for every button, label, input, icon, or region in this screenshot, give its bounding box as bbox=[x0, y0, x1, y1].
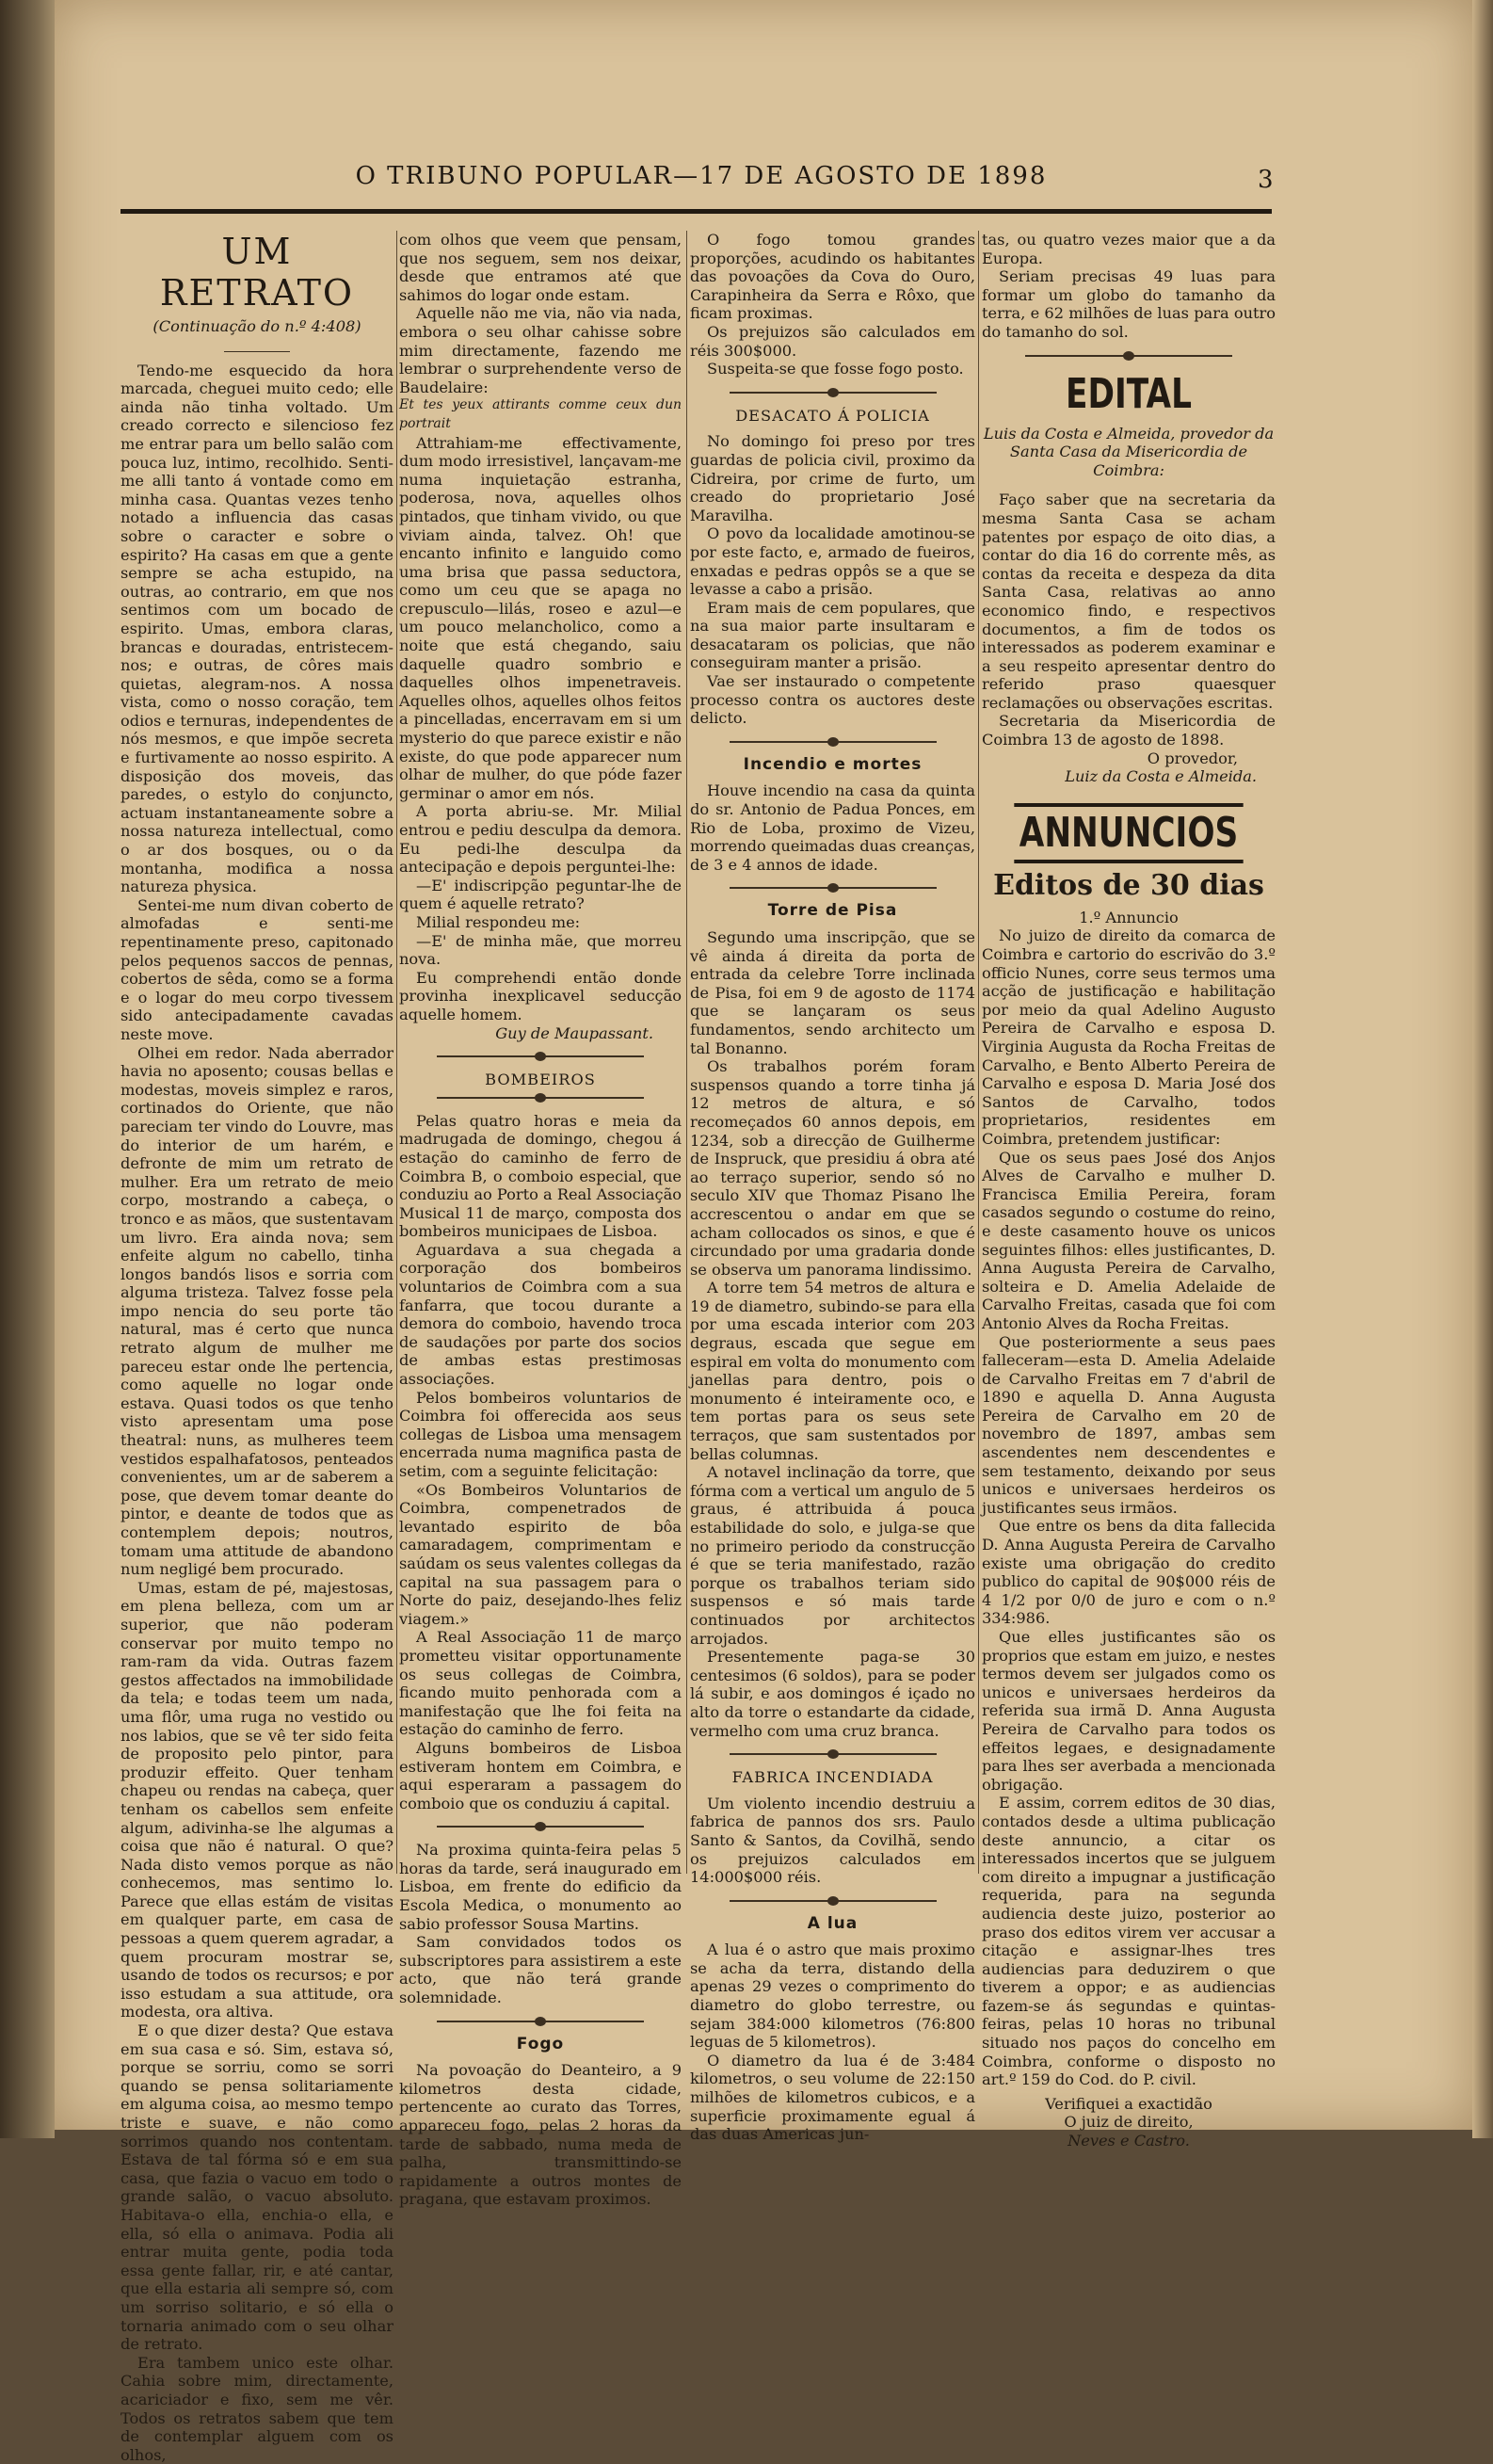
column-1 bbox=[120, 231, 393, 2464]
paragraph: Eu comprehendi então donde provinha inexplicavel seducção aquelle homem. bbox=[399, 968, 682, 1023]
paragraph: No domingo foi preso por tres guardas de policia civil, proximo da Cidreira, por crime de furto, um creado do proprietario José Maravilha. bbox=[690, 432, 975, 524]
paragraph: Um violento incendio destruiu a fabrica de pannos dos srs. Paulo Santo & Santos, da Covilhã, sendo os prejuizos calculados em 14:000$000 réis. bbox=[690, 1794, 975, 1887]
paragraph: Que entre os bens da dita fallecida D. Anna Augusta Pereira de Carvalho existe uma obrigação do credito publico do capital de 90$000 réis de 4 1/2 por 0/0 de juro e com o n.º 334:986. bbox=[982, 1517, 1276, 1628]
page-right-edge bbox=[1472, 0, 1493, 2138]
separator bbox=[224, 351, 290, 352]
paragraph: Na povoação do Deanteiro, a 9 kilometros desta cidade, pertencente ao curato das Torres, appareceu fogo, pelas 2 horas da tarde de sabbado, numa meda de palha, transmittindo-se rapidamente a outros montes de pragana, que estavam proximos. bbox=[399, 2061, 682, 2209]
annuncios-heading: ANNUNCIOS bbox=[1014, 803, 1243, 863]
edital-signature-label: O provedor, bbox=[1147, 749, 1238, 767]
ornament-divider bbox=[730, 741, 937, 743]
header-rule bbox=[120, 209, 1272, 214]
paragraph: Sentei-me num divan coberto de almofadas e senti-me repentinamente preso, capitonado pelos pequenos saccos de pennas, cobertos de sêda, como se a forma e o logar do meu corpo tivessem sido antecipadamente cavadas neste move. bbox=[120, 895, 393, 1043]
section-title-lua: A lua bbox=[807, 1913, 859, 1933]
annuncio-number: 1.º Annuncio bbox=[1079, 908, 1179, 926]
paragraph: A notavel inclinação da torre, que fórma com a vertical um angulo de 5 graus, é attribuida á pouca estabilidade do solo, e julga-se que no primeiro periodo da construcção é que se teria manifestado, razão porque os trabalhos teriam sido suspensos e só mais tarde continuados por architectos arrojados. bbox=[690, 1463, 975, 1648]
ornament-divider bbox=[437, 1826, 644, 1828]
column-4 bbox=[982, 231, 1276, 2150]
edital-title: EDITAL bbox=[1066, 369, 1192, 418]
paragraph: Na proxima quinta-feira pelas 5 horas da tarde, será inaugurado em Lisboa, em frente do edificio da Escola Medica, o monumento ao sabio professor Sousa Martins. bbox=[399, 1841, 682, 1933]
section-title-bombeiros: BOMBEIROS bbox=[485, 1071, 596, 1089]
paragraph: Pelas quatro horas e meia da madrugada de domingo, chegou á estação do caminho de ferro de Coimbra B, o comboio especial, que conduziu ao Porto a Real Associação Musical 11 de março, composta dos bombeiros municipaes de Lisboa. bbox=[399, 1111, 682, 1241]
paragraph: Pelos bombeiros voluntarios de Coimbra foi offerecida aos seus collegas de Lisboa uma mensagem encerrada numa magnifica pasta de setim, com a seguinte felicitação: bbox=[399, 1388, 682, 1480]
paragraph: Eram mais de cem populares, que na sua maior parte insultaram e desacataram os policias, que não conseguiram manter a prisão. bbox=[690, 598, 975, 672]
paragraph: A porta abriu-se. Mr. Milial entrou e pediu desculpa da demora. Eu pedi-lhe desculpa da antecipação e depois perguntei-lhe: bbox=[399, 802, 682, 877]
ornament-divider bbox=[437, 1097, 644, 1099]
edital-signature-name: Luiz da Costa e Almeida. bbox=[1065, 767, 1257, 786]
ornament-divider bbox=[730, 392, 937, 394]
paragraph: Os prejuizos são calculados em réis 300$000. bbox=[690, 322, 975, 360]
ornament-divider bbox=[437, 2021, 644, 2022]
paragraph: Que elles justificantes são os proprios que estam em juizo, e nestes termos devem ser julgados como os unicos e universaes herdeiros da referida sua irmã D. Anna Augusta Pereira de Carvalho para todos os effeitos legaes, e designadamente para lhes ser averbada a mencionada obrigação. bbox=[982, 1628, 1276, 1794]
author-signature: Guy de Maupassant. bbox=[495, 1023, 653, 1042]
section-title-fabrica: FABRICA INCENDIADA bbox=[731, 1768, 934, 1787]
paragraph: Faço saber que na secretaria da mesma Santa Casa se acham patentes por espaço de oito dias, a contar do dia 16 do corrente mês, as contas da receita e despeza da dita Santa Casa, relativas ao anno economico findo, e respectivos documentos, a fim de todos os interessados as poderem examinar e a seu respeito apresentar dentro do referido praso quaesquer reclamações ou observações escritas. bbox=[982, 491, 1276, 712]
paragraph: Aquelle não me via, não via nada, embora o seu olhar cahisse sobre mim directamente, fazendo me lembrar o surprehendente verso de Baudelaire: bbox=[399, 304, 682, 396]
judge-name: Neves e Castro. bbox=[1068, 2132, 1190, 2150]
paragraph: Tendo-me esquecido da hora marcada, cheguei muito cedo; elle ainda não tinha voltado. Um creado correcto e silencioso fez me entrar para um bello salão com pouca luz, intimo, recolhido. Senti-me alli tanto á vontade como em minha casa. Quantas vezes tenho notado a influencia das casas sobre o caracter e sobre o espirito? Ha casas em que a gente sempre se acha estupido, na outras, ao contrario, em que nos sentimos com um bocado de espirito. Umas, embora claras, brancas e douradas, entristecem-nos; e outras, de côres mais quietas, alegram-nos. A nossa vista, como o nosso coração, tem odios e ternuras, independentes de nós mesmos, e que impõe secreta e furtivamente ao nosso espirito. A disposição dos moveis, das paredes, o estylo do conjuncto, actuam instantaneamente sobre a nossa natureza intellectual, como o ar dos bosques, ou o da montanha, modifica a nossa natureza physica. bbox=[120, 361, 393, 896]
editos-heading: Editos de 30 dias bbox=[993, 868, 1264, 902]
column-divider bbox=[396, 231, 397, 1874]
paragraph: Umas, estam de pé, majestosas, em plena belleza, com um ar superior, que não poderam conservar por muito tempo no ram-ram da vida. Outras fazem gestos affectados na immobilidade da tela; e todas teem um nada, uma flôr, uma ruga no vestido ou nos labios, que se vê ter sido feita de proposito pelo pintor, para produzir effeito. Quer tenham chapeu ou rendas na cabeça, quer tenham os cabellos sem enfeite algum, adivinha-se lhe algumas a coisa que não é natural. O que? Nada disto vemos porque as não conhecemos, mas sentimo lo. Parece que ellas estám de visitas em qualquer parte, em casa de pessoas a quem querem agradar, a quem procuram mostrar se, usando de todos os recursos; e por isso estudam a sua attitude, ora modesta, ora altiva. bbox=[120, 1578, 393, 2021]
paragraph: A Real Associação 11 de março prometteu visitar opportunamente os seus collegas de Coimbra, ficando muito penhorada com a manifestação que lhe foi feita na estação do caminho de ferro. bbox=[399, 1628, 682, 1739]
column-divider bbox=[686, 231, 687, 1874]
section-title-torre: Torre de Pisa bbox=[767, 901, 898, 921]
column-2 bbox=[399, 231, 682, 2209]
paragraph: A lua é o astro que mais proximo se acha da terra, distando della apenas 29 vezes o comprimento do diametro do globo terrestre, ou sejam 384:000 kilometros (76:800 leguas de 5 kilometros). bbox=[690, 1941, 975, 2052]
paragraph: Attrahiam-me effectivamente, dum modo irresistivel, lançavam-me numa inquietação estranha, poderosa, nova, aquelles olhos pintados, que tinham vivido, ou que viviam ainda, talvez. Oh! que encanto infinito e languido como uma brisa que passa seductora, como um ceu que se apaga no crepusculo—lilás, roseo e azul—e um pouco melancholico, como a noite que está chegando, saiu daquelle quadro sombrio e daquelles olhos impenetraveis. Aquelles olhos, aquelles olhos feitos a pincelladas, encerravam em si um mysterio do que parece existir e não existe, do que pode apparecer num olhar de mulher, do que póde fazer germinar o amor em nós. bbox=[399, 433, 682, 802]
paragraph: Vae ser instaurado o competente processo contra os auctores deste delicto. bbox=[690, 672, 975, 728]
paragraph: Olhei em redor. Nada aberrador havia no aposento; cousas bellas e modestas, moveis simplez e raros, cortinados do Oriente, que não pareciam ter vindo do Louvre, mas do interior de um harém, e defronte de mim um retrato de mulher. Era um retrato de meio corpo, mostrando a cabeça, o tronco e as mãos, que sustentavam um livro. Era ainda nova; sem enfeite algum no cabello, tinha longos bandós lisos e sorria com alguma tristeza. Talvez fosse pela impo nencia do seu porte tão natural, mas é certo que nunca retrato algum de mulher me pareceu estar onde lhe pertencia, como aquelle no logar onde estava. Quasi todos os que tenho visto apresentam uma pose theatral: nuns, as mulheres teem vestidos espalhafatosos, penteados convenientes, um ar de saberem a pose, que devem tomar deante do pintor, e deante de todos que as contemplem depois; noutros, tomam uma attitude de abandono num negligé bem procurado. bbox=[120, 1043, 393, 1579]
article-subtitle: (Continuação do n.º 4:408) bbox=[153, 317, 361, 335]
paragraph: O fogo tomou grandes proporções, acudindo os habitantes das povoações da Cova do Ouro, Carapinheira da Serra e Rôxo, que ficam proximas. bbox=[690, 231, 975, 323]
section-title-incendio: Incendio e mortes bbox=[743, 754, 923, 774]
section-title-fogo: Fogo bbox=[516, 2034, 565, 2053]
paragraph: E assim, correm editos de 30 dias, contados desde a ultima publicação deste annuncio, a citar os interessados incertos que se julguem com direito a impugnar a justificação requerida, para na segunda audiencia deste juizo, posterior ao praso dos editos virem ver accusar a citação e assignar-lhes tres audiencias para deduzirem o que tiverem a oppor; e as audiencias fazem-se ás segundas e quintas-feiras, pelas 10 horas no tribunal situado nos paços do concelho em Coimbra, conforme o disposto no art.º 159 do Cod. do P. civil. bbox=[982, 1794, 1276, 2089]
paragraph: O diametro da lua é de 3:484 kilometros, o seu volume de 22:150 milhões de kilometros cubicos, e a superficie proximamente egual á das duas Americas jun- bbox=[690, 2051, 975, 2144]
paragraph: Milial respondeu me: bbox=[416, 912, 581, 931]
masthead: O TRIBUNO POPULAR—17 DE AGOSTO DE 1898 bbox=[355, 162, 1048, 190]
section-title-desacato: DESACATO Á POLICIA bbox=[735, 406, 930, 425]
paragraph: tas, ou quatro vezes maior que a da Europa. bbox=[982, 231, 1276, 267]
paragraph: E o que dizer desta? Que estava em sua casa e só. Sim, estava só, porque se sorriu, como se sorri quando se pensa solitariamente em alguma coisa, ao mesmo tempo triste e suave, e não como sorrimos quando nos contentam. Estava de tal fórma só e em sua casa, que fazia o vacuo em todo o grande salão, o vacuo absoluto. Habitava-o ella, enchia-o ella, e ella, só ella o animava. Podia ali entrar muita gente, podia toda essa gente fallar, rir, e até cantar, que ella estaria ali sempre só, com um sorriso solitario, e só ella o tornaria animado com o seu olhar de retrato. bbox=[120, 2021, 393, 2354]
paragraph: Presentemente paga-se 30 centesimos (6 soldos), para se poder lá subir, e aos domingos é içado no alto da torre o estandarte da cidade, vermelho com uma cruz branca. bbox=[690, 1648, 975, 1740]
paragraph: Alguns bombeiros de Lisboa estiveram hontem em Coimbra, e aqui esperaram a passagem do comboio que os conduziu á capital. bbox=[399, 1738, 682, 1812]
paragraph: Aguardava a sua chegada a corporação dos bombeiros voluntarios de Coimbra com a sua fanfarra, que tocou durante a demora do comboio, havendo troca de saudações por parte dos socios de ambas estas prestimosas associações. bbox=[399, 1240, 682, 1389]
edital-subtitle: Luis da Costa e Almeida, provedor da Santa Casa da Misericordia de Coimbra: bbox=[983, 424, 1275, 479]
judge-title: O juiz de direito, bbox=[1064, 2113, 1194, 2132]
paragraph: Houve incendio na casa da quinta do sr. Antonio de Padua Ponces, em Rio de Loba, proximo de Vizeu, morrendo queimadas duas creanças, de 3 e 4 annos de idade. bbox=[690, 781, 975, 874]
paragraph: Que posteriormente a seus paes falleceram—esta D. Amelia Adelaide de Carvalho Freitas em 7 d'abril de 1890 e aquella D. Anna Augusta Pereira de Carvalho em 20 de novembro de 1897, ambas sem ascendentes nem descendentes e sem testamento, deixando por seus unicos e universaes herdeiros os justificantes seus irmãos. bbox=[982, 1332, 1276, 1517]
ornament-divider bbox=[437, 1055, 644, 1057]
column-3 bbox=[690, 231, 975, 2144]
paragraph: O povo da localidade amotinou-se por este facto, e, armado de fueiros, enxadas e pedras oppôs se a que se levasse a cabo a prisão. bbox=[690, 524, 975, 599]
verification-line: Verifiquei a exactidão bbox=[1045, 2094, 1212, 2113]
ornament-divider bbox=[730, 1900, 937, 1902]
paragraph: —E' indiscripção peguntar-lhe de quem é aquelle retrato? bbox=[399, 876, 682, 913]
column-divider bbox=[978, 231, 979, 1874]
paragraph: Segundo uma inscripção, que se vê ainda á direita da porta de entrada da celebre Torre inclinada de Pisa, foi em 9 de agosto de 1174 que se lançaram os seus fundamentos, sendo architecto um tal Bonanno. bbox=[690, 928, 975, 1057]
paragraph: No juizo de direito da comarca de Coimbra e cartorio do escrivão do 3.º officio Nunes, corre seus termos uma acção de justificação e habilitação por meio da qual Adelino Augusto Pereira de Carvalho e esposa D. Virginia Augusta da Rocha Freitas de Carvalho, e Bento Alberto Pereira de Carvalho e esposa D. Maria José dos Santos de Carvalho, todos proprietarios, residentes em Coimbra, pretendem justificar: bbox=[982, 926, 1276, 1148]
paragraph: Que os seus paes José dos Anjos Alves de Carvalho e mulher D. Francisca Emilia Pereira, foram casados segundo o costume do reino, e deste casamento houve os unicos seguintes filhos: elles justificantes, D. Anna Augusta Pereira de Carvalho, solteira e D. Amelia Adelaide de Carvalho Freitas, casada que foi com Antonio Alves da Rocha Freitas. bbox=[982, 1148, 1276, 1332]
article-title: UM RETRATO bbox=[159, 231, 355, 314]
quote: Et tes yeux attirants comme ceux dun portrait bbox=[399, 397, 682, 431]
ornament-divider bbox=[730, 1753, 937, 1755]
paragraph: «Os Bombeiros Voluntarios de Coimbra, compenetrados de levantado espirito de bôa camaradagem, comprimentam e saúdam os seus valentes collegas da capital na sua passagem para o Norte do paiz, desejando-lhes feliz viagem.» bbox=[399, 1480, 682, 1628]
paragraph: —E' de minha mãe, que morreu nova. bbox=[399, 931, 682, 969]
ornament-divider bbox=[730, 887, 937, 889]
page-number: 3 bbox=[1258, 166, 1274, 194]
paragraph: Secretaria da Misericordia de Coimbra 13 de agosto de 1898. bbox=[982, 712, 1276, 749]
paragraph: Sam convidados todos os subscriptores para assistirem a este acto, que não terá grande solemnidade. bbox=[399, 1933, 682, 2007]
paragraph: Os trabalhos porém foram suspensos quando a torre tinha já 12 metros de altura, e só recomeçados 60 annos depois, em 1234, sob a direcção de Guilherme de Inspruck, que presidiu á obra até ao terraço superior, sendo só no seculo XIV que Thomaz Pisano lhe accrescentou o andar em que se acham collocados os sinos, e que é circundado por uma gradaria donde se observa um panorama lindissimo. bbox=[690, 1057, 975, 1279]
paragraph: Seriam precisas 49 luas para formar um globo do tamanho da terra, e 62 milhões de luas para outro do tamanho do sol. bbox=[982, 267, 1276, 341]
paragraph: A torre tem 54 metros de altura e 19 de diametro, subindo-se para ella por uma escada interior com 203 degraus, escada que segue em espiral em volta do monumento com janellas para dentro, pois o monumento é inteiramente oco, e tem portas para os seus sete terraços, que sam sustentados por bellas columnas. bbox=[690, 1279, 975, 1463]
paragraph: com olhos que veem que pensam, que nos seguem, sem nos deixar, desde que entramos até que sahimos do logar onde estam. bbox=[399, 231, 682, 304]
paragraph: Suspeita-se que fosse fogo posto. bbox=[707, 360, 964, 378]
adjacent-page-edge bbox=[0, 0, 55, 2138]
ornament-divider bbox=[1025, 355, 1232, 357]
paragraph: Era tambem unico este olhar. Cahia sobre mim, directamente, acariciador e fixo, sem me vêr. Todos os retratos sabem que tem de contemplar alguem com os olhos, bbox=[120, 2353, 393, 2464]
